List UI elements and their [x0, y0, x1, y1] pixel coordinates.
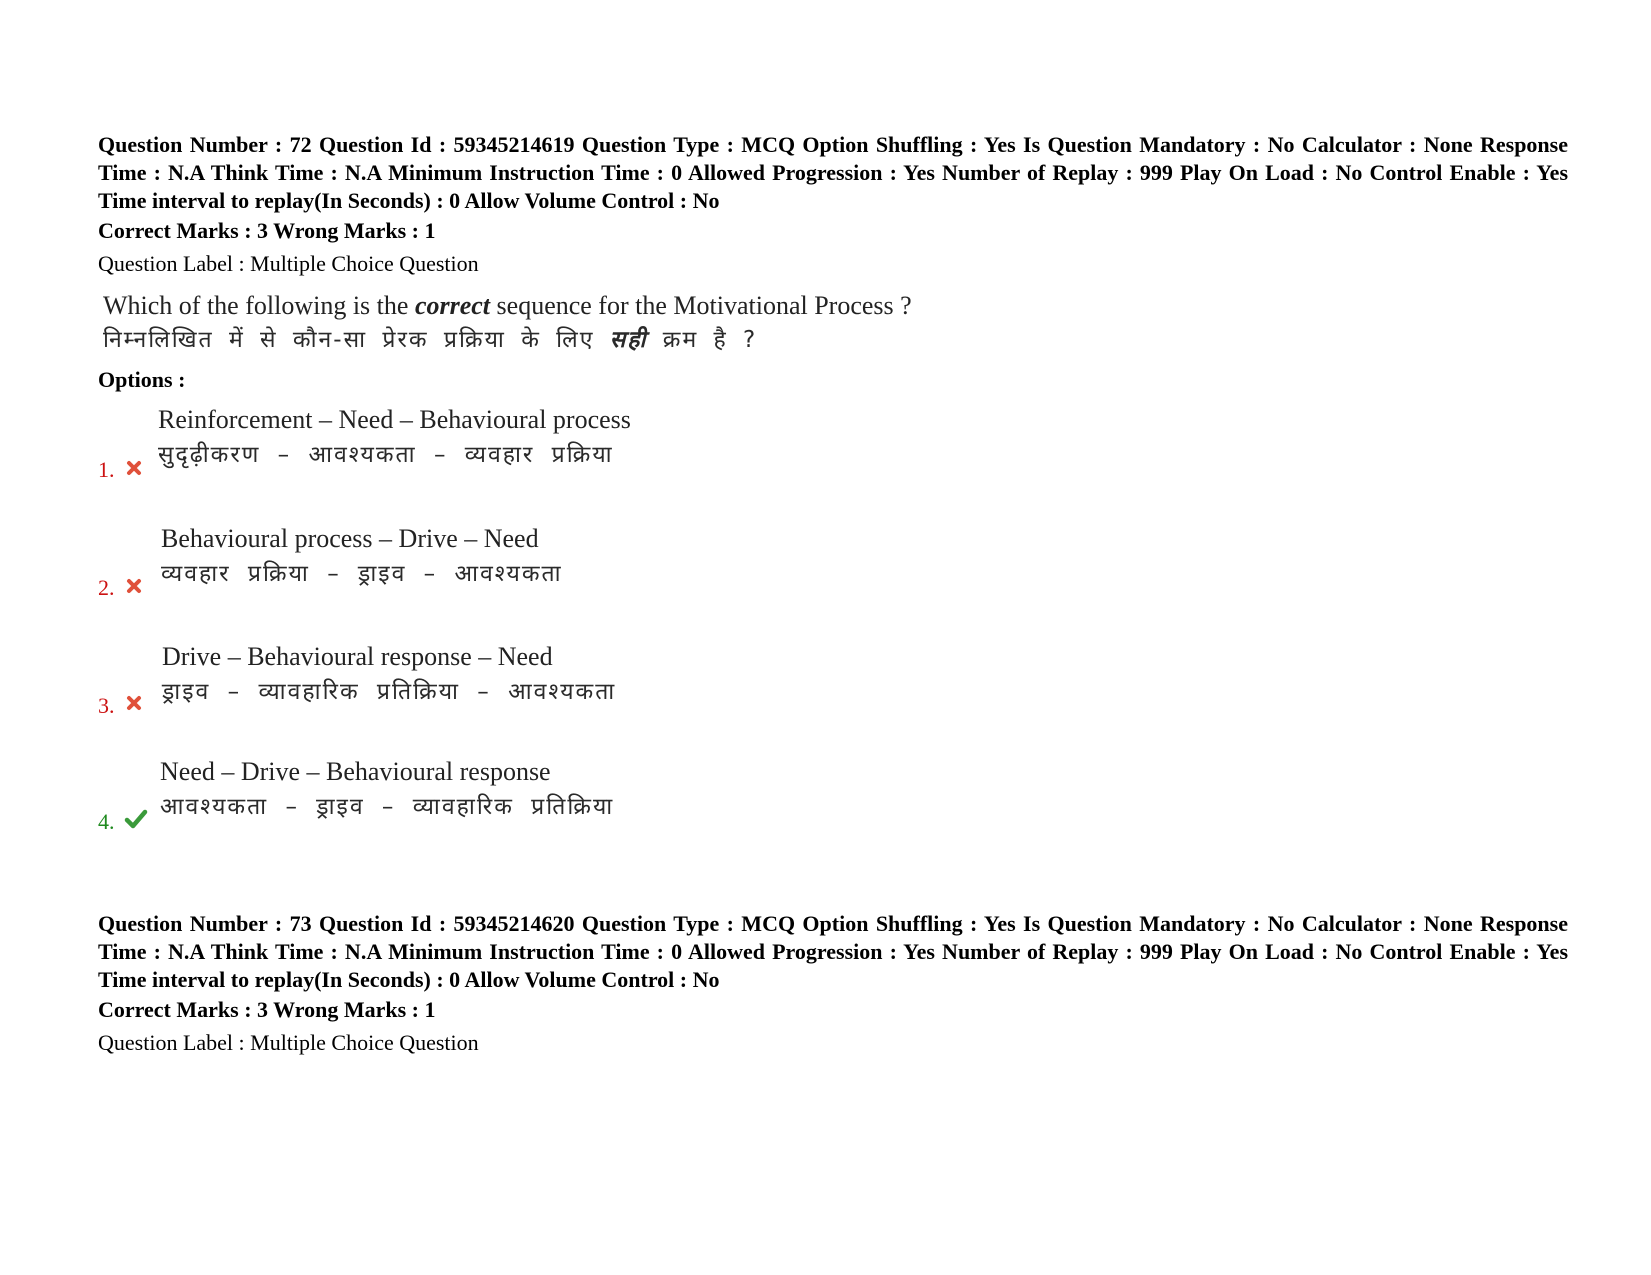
cross-icon: [124, 576, 144, 596]
option-number: 2.: [98, 575, 115, 600]
option-text-hindi: आवश्यकता – ड्राइव – व्यावहारिक प्रतिक्रिया: [160, 794, 615, 820]
question-73-label: Question Label : Multiple Choice Question: [98, 1030, 479, 1055]
option-number: 3.: [98, 693, 115, 718]
question-72-label: Question Label : Multiple Choice Question: [98, 251, 479, 276]
stem-emphasis-hindi: सही: [609, 327, 648, 353]
option-text-english: Drive – Behavioural response – Need: [162, 642, 553, 671]
option-text-english: Reinforcement – Need – Behavioural process: [158, 405, 631, 434]
option-text-hindi: व्यवहार प्रक्रिया – ड्राइव – आवश्यकता: [161, 561, 563, 587]
check-icon: [124, 808, 148, 830]
question-72-marks: Correct Marks : 3 Wrong Marks : 1: [98, 218, 436, 243]
option-text-hindi: ड्राइव – व्यावहारिक प्रतिक्रिया – आवश्यकता: [162, 679, 617, 705]
option-text-english: Behavioural process – Drive – Need: [161, 524, 539, 553]
question-72-metadata: Question Number : 72 Question Id : 59345214619 Question Type : MCQ Option Shuffling : Yes Is Question Mandatory : No Calculator : None Response Time : N.A Think Time : N.A Minimum Instruction Time : 0 Allowed Progression : Yes Number of Replay : 999 Play On Load : No Control Enable : Yes Time interval to replay(In Seconds) : 0 Allow Volume Control : No: [98, 132, 1568, 213]
option-2: [98, 522, 798, 612]
option-text-hindi: सुदृढ़ीकरण – आवश्यकता – व्यवहार प्रक्रिया: [158, 442, 614, 468]
question-stem-english: Which of the following is the correct sequence for the Motivational Process ?: [103, 291, 912, 320]
cross-icon: [124, 693, 144, 713]
option-text: [162, 640, 616, 710]
cross-icon: [124, 458, 144, 478]
question-72-stem: [103, 289, 912, 357]
question-stem-hindi: निम्नलिखित में से कौन-सा प्रेरक प्रक्रिया के लिए सही क्रम है ?: [103, 327, 758, 353]
option-number: 4.: [98, 809, 115, 834]
option-number: 1.: [98, 457, 115, 482]
option-text: [161, 522, 563, 592]
option-text: [160, 755, 614, 825]
question-73-marks: Correct Marks : 3 Wrong Marks : 1: [98, 997, 436, 1022]
option-text-english: Need – Drive – Behavioural response: [160, 757, 551, 786]
stem-emphasis-english: correct: [414, 291, 491, 320]
options-heading: Options :: [98, 367, 186, 392]
option-text: [158, 403, 631, 473]
option-1: [98, 403, 798, 493]
option-4: [98, 755, 798, 845]
option-3: [98, 640, 798, 730]
question-73-metadata: Question Number : 73 Question Id : 59345214620 Question Type : MCQ Option Shuffling : Yes Is Question Mandatory : No Calculator : None Response Time : N.A Think Time : N.A Minimum Instruction Time : 0 Allowed Progression : Yes Number of Replay : 999 Play On Load : No Control Enable : Yes Time interval to replay(In Seconds) : 0 Allow Volume Control : No: [98, 911, 1568, 992]
